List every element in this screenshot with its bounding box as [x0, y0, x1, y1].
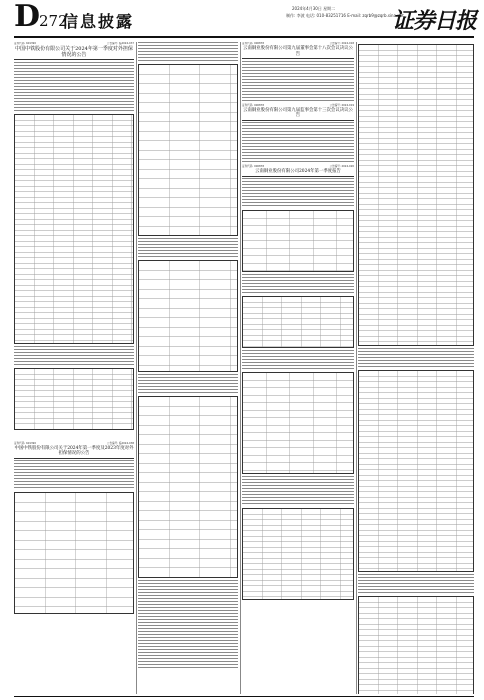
- financial-table: [138, 396, 238, 578]
- notice-body-text: [242, 122, 354, 162]
- stock-code: 证券代码: 601390: [14, 42, 36, 45]
- column-4: [358, 42, 474, 694]
- notice-rule: [242, 120, 354, 121]
- continued-text: [358, 574, 474, 594]
- shareholders-table: [242, 372, 354, 474]
- notice-number: 公告编号: 临2024-037: [106, 42, 134, 45]
- footer-rule: [14, 696, 474, 697]
- column-1: [14, 42, 134, 694]
- section-letter: D: [14, 0, 40, 34]
- stock-code: 证券代码: 601390: [14, 441, 36, 445]
- notice-code-line: [242, 104, 354, 107]
- continued-text: [138, 42, 238, 62]
- header-rule: [14, 36, 474, 38]
- stock-code: 证券代码: 000878: [242, 165, 264, 169]
- notice-title: 云南铜业股份有限公司第九届监事会第十三次会议决议公告: [243, 107, 353, 119]
- notice-body-text: [14, 460, 134, 490]
- column-divider: [136, 42, 137, 694]
- notice-code-line: [242, 165, 354, 168]
- key-financials-table: [242, 210, 354, 272]
- column-divider: [356, 42, 357, 694]
- non-recurring-items-table: [242, 296, 354, 348]
- guarantee-table: [14, 368, 134, 430]
- notice-body-text: [242, 61, 354, 101]
- balance-sheet-table: [242, 508, 354, 600]
- newspaper-logo: 证券日报: [392, 8, 477, 34]
- section-code: [14, 2, 68, 36]
- notice-title: 云南铜业股份有限公司第九届董事会第十八次会议决议公告: [243, 46, 353, 57]
- editor-contact: 制作: 李波 电话: 010-83251716 E-mail: zqrb9@zqrb.sina.net: [286, 13, 404, 18]
- notice-code-line: [14, 42, 134, 45]
- notice-q1-report: [242, 165, 354, 600]
- continued-text: [138, 238, 238, 258]
- page-header: [0, 0, 484, 38]
- balance-sheet-table: [358, 44, 474, 346]
- financial-table: [138, 64, 238, 236]
- notice-number: 公告编号: 2024-020: [329, 165, 354, 169]
- notice-rule: [242, 176, 354, 177]
- notice-body-text: [14, 62, 134, 112]
- notice-guarantee-annual: [14, 442, 134, 615]
- notice-body-text: [242, 350, 354, 370]
- page-number: 272: [39, 12, 68, 30]
- guarantee-table: [14, 114, 134, 344]
- notice-supervisory-resolution: [242, 104, 354, 163]
- notice-body-text: [242, 274, 354, 294]
- cash-flow-table: [358, 596, 474, 694]
- notice-body-text: [14, 346, 134, 366]
- stock-code: 证券代码: 000878: [242, 42, 264, 45]
- notice-title: 云南铜业股份有限公司2024年第一季度报告: [255, 169, 341, 175]
- notice-board-resolution: [242, 42, 354, 101]
- stock-code: 证券代码: 000878: [242, 103, 264, 107]
- notice-number: 公告编号: 2024-018: [329, 42, 354, 45]
- notice-guarantee-q1: [14, 42, 134, 430]
- guarantee-table: [14, 492, 134, 614]
- continued-text: [138, 374, 238, 394]
- notice-number: 公告编号: 临2024-038: [106, 441, 134, 445]
- column-2: [138, 42, 238, 694]
- income-statement-table: [358, 370, 474, 572]
- notice-title: 中国中铁股份有限公司关于2024年第一季度对外担保情况的公告: [15, 46, 133, 59]
- notice-rule: [242, 58, 354, 59]
- column-divider: [240, 42, 241, 694]
- continued-text: [138, 580, 238, 670]
- notice-title: 中国中铁股份有限公司关于2024年第一季度及2023年度对外担保情况的公告: [14, 446, 134, 457]
- notice-body-text: [242, 178, 354, 208]
- section-title: 信息披露: [62, 12, 135, 31]
- issue-date: 2024年4月30日 星期二: [292, 6, 336, 11]
- notice-number: 公告编号: 2024-019: [329, 103, 354, 107]
- notice-code-line: [242, 42, 354, 45]
- notice-rule: [14, 59, 134, 60]
- continued-text: [358, 348, 474, 368]
- financial-table: [138, 260, 238, 372]
- column-3: [242, 42, 354, 694]
- notice-body-text: [242, 476, 354, 506]
- notice-code-line: [14, 442, 134, 445]
- notice-rule: [14, 458, 134, 459]
